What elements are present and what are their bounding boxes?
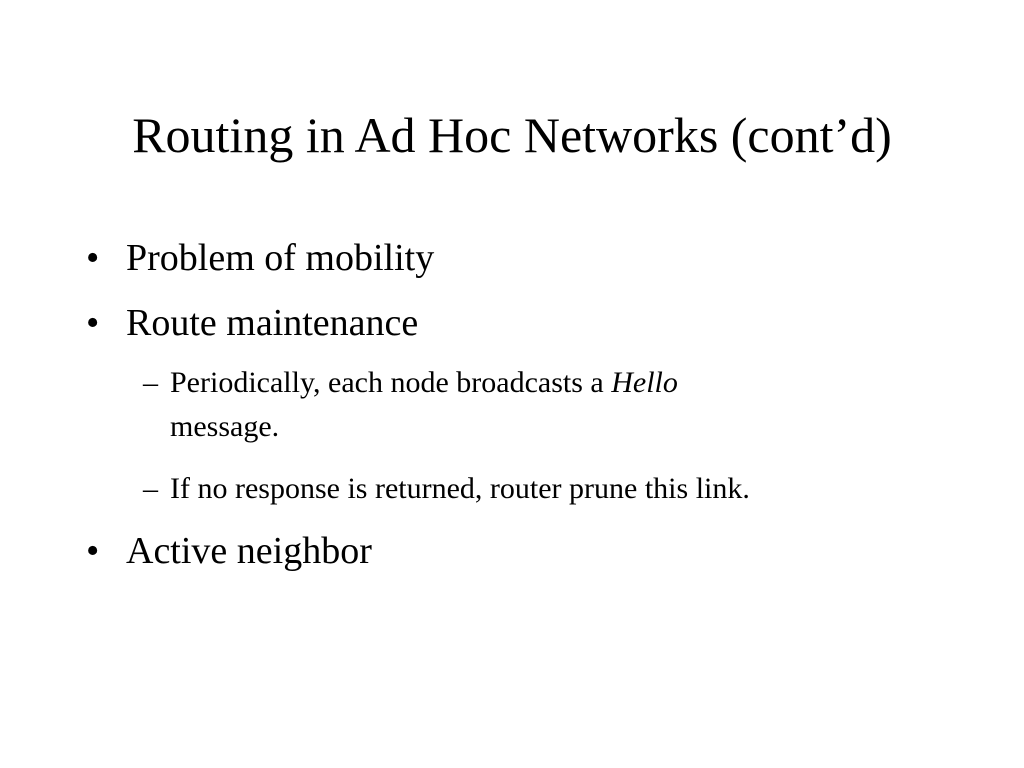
- list-item-text: Route maintenance: [126, 302, 419, 344]
- dash-icon: –: [143, 472, 158, 505]
- sub-list-item-continuation: message.: [170, 410, 280, 443]
- bullet-icon: •: [86, 530, 100, 572]
- list-item: [86, 528, 372, 574]
- sub-list-item: [143, 467, 963, 511]
- sub-list-item-line: If no response is returned, router prune this link.: [170, 472, 750, 505]
- list-item-text: Active neighbor: [126, 530, 372, 572]
- hello-emphasis: Hello: [611, 366, 678, 399]
- dash-icon: –: [143, 366, 158, 399]
- list-item: [86, 235, 434, 281]
- sub-list-item: [143, 361, 963, 449]
- sub-list-item-text: [170, 361, 963, 449]
- slide-title: Routing in Ad Hoc Networks (cont’d): [132, 107, 892, 163]
- list-item: [86, 300, 418, 346]
- sub-list-item-prefix: Periodically, each node broadcasts a: [170, 366, 612, 399]
- bullet-icon: •: [86, 302, 100, 344]
- bullet-icon: •: [86, 237, 100, 279]
- sub-list-item-line: [170, 361, 963, 405]
- list-item-text: Problem of mobility: [126, 237, 435, 279]
- sub-list-item-text: [170, 467, 963, 511]
